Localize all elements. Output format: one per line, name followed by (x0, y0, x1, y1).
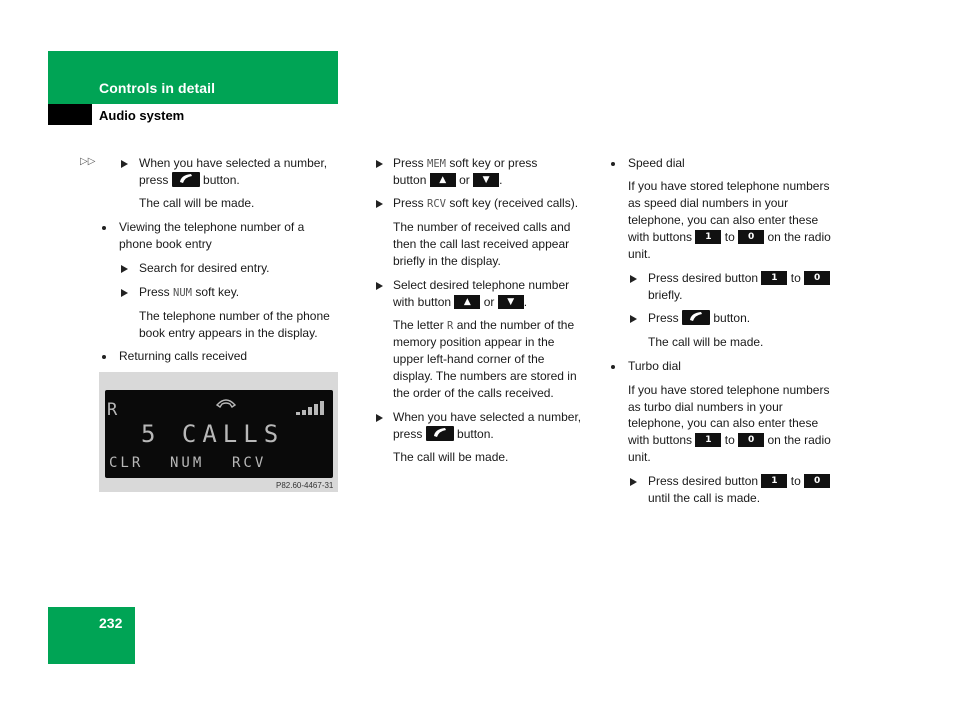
step-text: button ▲ or ▼ . (393, 173, 503, 187)
result-text: The call will be made. (648, 335, 764, 349)
result-text: memory position appear in the (393, 335, 555, 349)
bullet-text: Viewing the telephone number of a (119, 220, 305, 234)
key-1-icon: 1 (695, 230, 721, 244)
step-arrow-icon (121, 289, 128, 297)
step-arrow-icon (121, 160, 128, 168)
step-text: Press desired button 1 to 0 (648, 270, 830, 287)
key-1-icon: 1 (761, 271, 787, 285)
down-arrow-key-icon: ▼ (498, 295, 524, 309)
key-1-icon: 1 (761, 474, 787, 488)
phone-handset-icon (215, 397, 237, 409)
step-arrow-icon (630, 478, 637, 486)
body-text: unit. (628, 247, 651, 261)
body-text: with buttons 1 to 0 on the radio (628, 433, 831, 447)
step-arrow-icon (121, 265, 128, 273)
body-text: as speed dial numbers in your (628, 196, 789, 210)
body-text: telephone, you can also enter these (628, 416, 819, 430)
key-1-icon: 1 (695, 433, 721, 447)
bullet-text: Turbo dial (628, 359, 681, 373)
key-0-icon: 0 (738, 230, 764, 244)
result-text: The letter R and the number of the (393, 318, 575, 332)
result-text: display. The numbers are stored in (393, 369, 577, 383)
step-text: Press MEM soft key or press (393, 156, 538, 170)
bullet-icon (611, 365, 615, 369)
body-text: If you have stored telephone numbers (628, 383, 830, 397)
phone-handset-icon (682, 310, 710, 325)
display-softkey-1: CLR (109, 455, 144, 471)
step-text: with button ▲ or ▼ . (393, 295, 528, 309)
section-tab-marker (48, 104, 92, 125)
image-reference-code: P82.60-4467-31 (276, 481, 334, 490)
step-arrow-icon (630, 315, 637, 323)
step-arrow-icon (376, 282, 383, 290)
continuation-marker: ▷▷ (80, 156, 96, 167)
step-arrow-icon (376, 414, 383, 422)
phone-handset-icon (172, 172, 200, 187)
result-text: briefly in the display. (393, 254, 501, 268)
bullet-text: Returning calls received (119, 349, 248, 363)
result-text: book entry appears in the display. (139, 326, 318, 340)
phone-handset-icon (426, 426, 454, 441)
step-arrow-icon (376, 200, 383, 208)
signal-strength-icon (295, 400, 331, 416)
key-0-icon: 0 (804, 474, 830, 488)
step-text: When you have selected a number, (393, 410, 582, 424)
body-text: unit. (628, 450, 651, 464)
radio-display (105, 390, 333, 478)
step-arrow-icon (376, 160, 383, 168)
result-text: upper left-hand corner of the (393, 352, 545, 366)
body-text: as turbo dial numbers in your (628, 400, 783, 414)
page-number: 232 (99, 615, 123, 631)
body-text: telephone, you can also enter these (628, 213, 819, 227)
step-text: press button. (139, 173, 240, 187)
header-band (48, 51, 338, 104)
up-arrow-key-icon: ▲ (430, 173, 456, 187)
bullet-icon (611, 162, 615, 166)
display-main-text: 5 CALLS (141, 420, 285, 448)
result-text: the order of the calls received. (393, 386, 554, 400)
step-text: press button. (393, 427, 494, 441)
bullet-text: phone book entry (119, 237, 212, 251)
result-text: The telephone number of the phone (139, 309, 330, 323)
display-softkey-2: NUM (170, 455, 205, 471)
body-text: If you have stored telephone numbers (628, 179, 830, 193)
step-text: briefly. (648, 288, 683, 302)
step-text: until the call is made. (648, 491, 761, 505)
display-softkey-3: RCV (232, 455, 267, 471)
step-text: When you have selected a number, (139, 156, 328, 170)
display-memory-letter: R (107, 400, 118, 420)
up-arrow-key-icon: ▲ (454, 295, 480, 309)
step-text: Press desired button 1 to 0 (648, 473, 830, 490)
result-text: The call will be made. (139, 196, 255, 210)
bullet-icon (102, 355, 106, 359)
section-title: Controls in detail (99, 80, 216, 96)
step-text: Press NUM soft key. (139, 285, 240, 299)
result-text: then the call last received appear (393, 237, 570, 251)
bullet-text: Speed dial (628, 156, 685, 170)
step-arrow-icon (630, 275, 637, 283)
down-arrow-key-icon: ▼ (473, 173, 499, 187)
step-text: Search for desired entry. (139, 261, 270, 275)
result-text: The number of received calls and (393, 220, 571, 234)
subsection-title: Audio system (99, 108, 185, 123)
step-text: Press button. (648, 311, 751, 325)
key-0-icon: 0 (804, 271, 830, 285)
bullet-icon (102, 226, 106, 230)
result-text: The call will be made. (393, 450, 509, 464)
key-0-icon: 0 (738, 433, 764, 447)
step-text: Select desired telephone number (393, 278, 570, 292)
body-text: with buttons 1 to 0 on the radio (628, 230, 831, 244)
step-text: Press RCV soft key (received calls). (393, 196, 579, 210)
